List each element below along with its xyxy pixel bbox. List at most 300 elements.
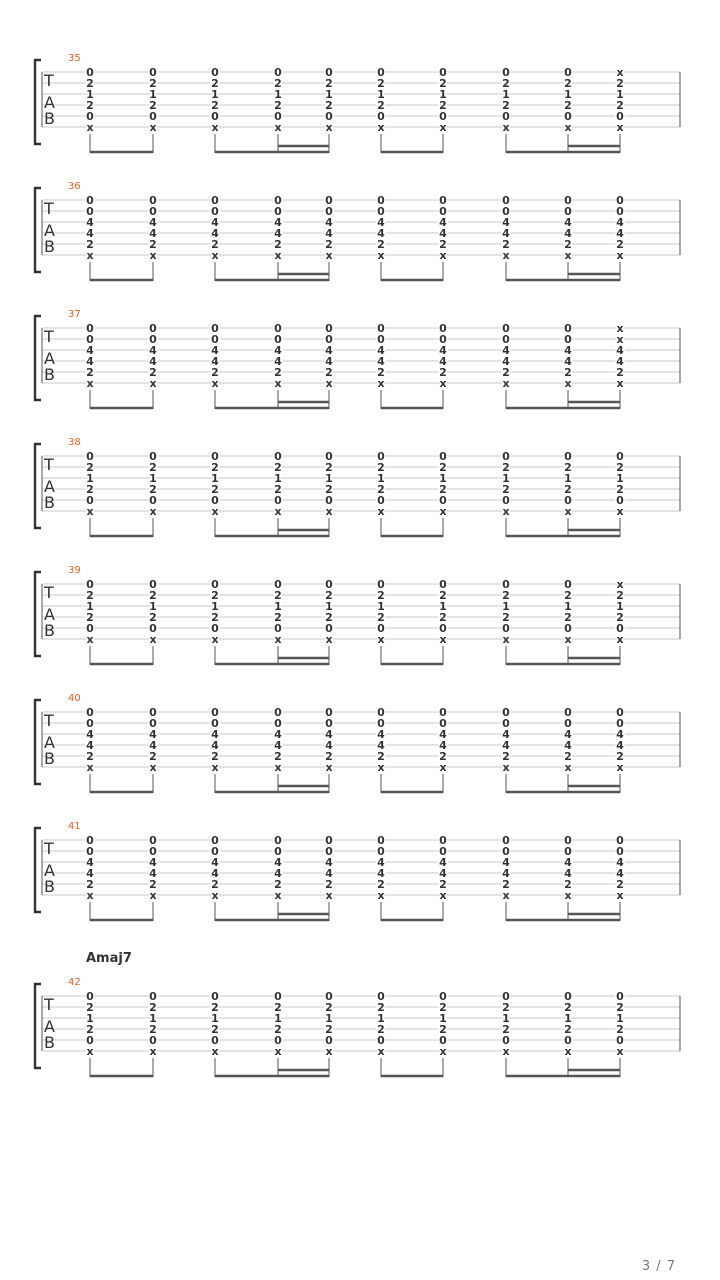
fret-number: x — [502, 249, 510, 262]
fret-number: 4 — [616, 867, 624, 880]
fret-number: 4 — [439, 728, 447, 741]
fret-number: 4 — [86, 856, 94, 869]
fret-number: 4 — [439, 344, 447, 357]
fret-number: 0 — [86, 706, 94, 719]
fret-number: 0 — [149, 322, 157, 335]
fret-number: x — [616, 761, 624, 774]
fret-number: 2 — [211, 366, 219, 379]
fret-number: x — [149, 377, 157, 390]
fret-number: 2 — [86, 611, 94, 624]
tab-clef-letter: B — [44, 877, 55, 896]
fret-number: 2 — [377, 1023, 385, 1036]
fret-number: 0 — [149, 205, 157, 218]
fret-number: x — [149, 633, 157, 646]
fret-number: x — [325, 249, 333, 262]
fret-number: 0 — [325, 110, 333, 123]
fret-number: 0 — [616, 450, 624, 463]
fret-number: 0 — [325, 706, 333, 719]
fret-number: 0 — [616, 834, 624, 847]
fret-number: 2 — [439, 611, 447, 624]
fret-number: 2 — [149, 238, 157, 251]
fret-number: x — [149, 505, 157, 518]
fret-number: 0 — [377, 706, 385, 719]
fret-number: 0 — [439, 706, 447, 719]
fret-number: 0 — [325, 66, 333, 79]
fret-number: 2 — [86, 366, 94, 379]
fret-number: x — [439, 761, 447, 774]
fret-number: 4 — [564, 856, 572, 869]
fret-number: 0 — [439, 205, 447, 218]
fret-number: x — [439, 121, 447, 134]
tab-staff — [0, 974, 720, 1102]
fret-number: 0 — [149, 494, 157, 507]
fret-number: 2 — [439, 366, 447, 379]
fret-number: 2 — [86, 461, 94, 474]
fret-number: 2 — [616, 483, 624, 496]
fret-number: 0 — [86, 1034, 94, 1047]
fret-number: 1 — [274, 1012, 282, 1025]
fret-number: 1 — [564, 472, 572, 485]
fret-number: 4 — [325, 856, 333, 869]
fret-number: 2 — [325, 589, 333, 602]
fret-number: 1 — [211, 472, 219, 485]
fret-number: x — [502, 1045, 510, 1058]
fret-number: x — [274, 377, 282, 390]
measure-number: 36 — [68, 181, 81, 192]
tab-system — [0, 306, 720, 434]
system-bracket — [35, 188, 41, 272]
fret-number: x — [564, 1045, 572, 1058]
fret-number: 2 — [502, 611, 510, 624]
fret-number: 0 — [564, 845, 572, 858]
fret-number: x — [274, 761, 282, 774]
fret-number: 2 — [86, 750, 94, 763]
chord-name: Amaj7 — [86, 951, 132, 966]
fret-number: 0 — [502, 194, 510, 207]
fret-number: 1 — [439, 472, 447, 485]
fret-number: 0 — [377, 622, 385, 635]
fret-number: 2 — [616, 878, 624, 891]
fret-number: 0 — [377, 450, 385, 463]
fret-number: 0 — [564, 110, 572, 123]
fret-number: x — [86, 249, 94, 262]
tab-system — [0, 562, 720, 690]
fret-number: x — [274, 889, 282, 902]
fret-number: x — [564, 761, 572, 774]
fret-number: 0 — [439, 66, 447, 79]
fret-number: x — [377, 249, 385, 262]
measure-number: 39 — [68, 565, 81, 576]
fret-number: 2 — [502, 878, 510, 891]
fret-number: 0 — [377, 194, 385, 207]
fret-number: 4 — [377, 355, 385, 368]
fret-number: 0 — [502, 834, 510, 847]
fret-number: x — [325, 121, 333, 134]
fret-number: 4 — [564, 227, 572, 240]
fret-number: 0 — [149, 333, 157, 346]
fret-number: x — [502, 633, 510, 646]
tab-clef-letter: B — [44, 109, 55, 128]
fret-number: 2 — [439, 238, 447, 251]
system-bracket — [35, 444, 41, 528]
fret-number: 0 — [149, 1034, 157, 1047]
fret-number: x — [86, 761, 94, 774]
fret-number: x — [149, 1045, 157, 1058]
fret-number: x — [149, 249, 157, 262]
fret-number: 0 — [439, 322, 447, 335]
fret-number: 2 — [564, 366, 572, 379]
fret-number: x — [616, 633, 624, 646]
fret-number: 4 — [502, 216, 510, 229]
fret-number: 4 — [439, 856, 447, 869]
fret-number: 2 — [325, 1001, 333, 1014]
fret-number: 2 — [274, 483, 282, 496]
fret-number: 2 — [211, 461, 219, 474]
fret-number: 4 — [149, 728, 157, 741]
fret-number: 4 — [274, 856, 282, 869]
fret-number: 0 — [616, 110, 624, 123]
fret-number: 0 — [149, 990, 157, 1003]
fret-number: 0 — [211, 717, 219, 730]
fret-number: 1 — [616, 88, 624, 101]
fret-number: x — [564, 249, 572, 262]
fret-number: x — [564, 377, 572, 390]
fret-number: 2 — [274, 238, 282, 251]
tab-clef-letter: A — [44, 605, 55, 624]
fret-number: 4 — [502, 856, 510, 869]
fret-number: x — [149, 761, 157, 774]
fret-number: 4 — [616, 355, 624, 368]
page-number: 3 / 7 — [641, 1259, 676, 1274]
fret-number: 0 — [149, 717, 157, 730]
fret-number: 2 — [502, 99, 510, 112]
fret-number: x — [439, 633, 447, 646]
fret-number: 0 — [325, 494, 333, 507]
fret-number: 0 — [377, 845, 385, 858]
fret-number: 4 — [86, 867, 94, 880]
fret-number: 4 — [502, 739, 510, 752]
fret-number: x — [439, 249, 447, 262]
fret-number: 4 — [377, 227, 385, 240]
fret-number: 0 — [616, 622, 624, 635]
fret-number: 1 — [325, 1012, 333, 1025]
fret-number: 2 — [502, 238, 510, 251]
fret-number: 1 — [377, 600, 385, 613]
fret-number: 4 — [439, 867, 447, 880]
fret-number: 0 — [325, 578, 333, 591]
tab-clef-letter: T — [44, 995, 54, 1014]
fret-number: 1 — [86, 600, 94, 613]
fret-number: 1 — [616, 472, 624, 485]
fret-number: 0 — [149, 194, 157, 207]
fret-number: x — [325, 889, 333, 902]
fret-number: x — [325, 377, 333, 390]
fret-number: 2 — [439, 1023, 447, 1036]
fret-number: x — [502, 761, 510, 774]
fret-number: 4 — [502, 227, 510, 240]
fret-number: 0 — [564, 578, 572, 591]
fret-number: 2 — [502, 77, 510, 90]
fret-number: 0 — [564, 194, 572, 207]
fret-number: 2 — [325, 1023, 333, 1036]
fret-number: 4 — [502, 344, 510, 357]
fret-number: 0 — [211, 834, 219, 847]
fret-number: 0 — [439, 450, 447, 463]
fret-number: x — [564, 121, 572, 134]
fret-number: 0 — [377, 66, 385, 79]
fret-number: 4 — [149, 216, 157, 229]
fret-number: x — [377, 633, 385, 646]
fret-number: 0 — [211, 494, 219, 507]
fret-number: 4 — [86, 227, 94, 240]
fret-number: x — [377, 889, 385, 902]
fret-number: 0 — [274, 494, 282, 507]
fret-number: 2 — [564, 878, 572, 891]
fret-number: 2 — [149, 611, 157, 624]
fret-number: 0 — [502, 450, 510, 463]
fret-number: 2 — [325, 77, 333, 90]
fret-number: 2 — [149, 1001, 157, 1014]
fret-number: 2 — [86, 1023, 94, 1036]
fret-number: x — [616, 1045, 624, 1058]
fret-number: 0 — [616, 494, 624, 507]
fret-number: 2 — [377, 878, 385, 891]
fret-number: x — [211, 1045, 219, 1058]
fret-number: 1 — [377, 88, 385, 101]
fret-number: 2 — [616, 238, 624, 251]
fret-number: 0 — [439, 494, 447, 507]
fret-number: 0 — [274, 194, 282, 207]
fret-number: 0 — [86, 205, 94, 218]
fret-number: 0 — [502, 845, 510, 858]
fret-number: 0 — [439, 845, 447, 858]
fret-number: x — [325, 505, 333, 518]
fret-number: 4 — [564, 728, 572, 741]
fret-number: x — [377, 761, 385, 774]
system-bracket — [35, 828, 41, 912]
fret-number: x — [502, 505, 510, 518]
fret-number: 1 — [325, 88, 333, 101]
fret-number: 0 — [377, 110, 385, 123]
fret-number: 0 — [502, 110, 510, 123]
measure-number: 40 — [68, 693, 81, 704]
fret-number: 2 — [502, 750, 510, 763]
fret-number: x — [439, 1045, 447, 1058]
fret-number: 2 — [211, 589, 219, 602]
fret-number: 0 — [274, 333, 282, 346]
fret-number: 2 — [149, 461, 157, 474]
fret-number: 2 — [274, 1023, 282, 1036]
fret-number: x — [377, 1045, 385, 1058]
fret-number: x — [502, 121, 510, 134]
fret-number: x — [211, 761, 219, 774]
fret-number: 0 — [211, 990, 219, 1003]
fret-number: 0 — [86, 990, 94, 1003]
fret-number: 2 — [325, 461, 333, 474]
fret-number: 2 — [439, 99, 447, 112]
fret-number: 0 — [211, 322, 219, 335]
fret-number: x — [616, 66, 624, 79]
tab-clef-letter: B — [44, 493, 55, 512]
fret-number: 0 — [377, 205, 385, 218]
fret-number: 0 — [502, 66, 510, 79]
fret-number: 0 — [274, 450, 282, 463]
fret-number: 0 — [439, 333, 447, 346]
fret-number: 0 — [564, 706, 572, 719]
fret-number: 1 — [274, 600, 282, 613]
fret-number: 0 — [274, 990, 282, 1003]
fret-number: 2 — [274, 589, 282, 602]
fret-number: 0 — [325, 845, 333, 858]
fret-number: 0 — [86, 66, 94, 79]
fret-number: 4 — [149, 856, 157, 869]
tab-system — [0, 50, 720, 178]
tab-staff — [0, 434, 720, 562]
fret-number: 1 — [439, 88, 447, 101]
fret-number: 1 — [86, 88, 94, 101]
fret-number: 4 — [149, 344, 157, 357]
fret-number: 2 — [86, 483, 94, 496]
fret-number: 4 — [377, 344, 385, 357]
fret-number: 0 — [616, 194, 624, 207]
fret-number: 2 — [377, 99, 385, 112]
fret-number: x — [439, 505, 447, 518]
fret-number: 2 — [274, 366, 282, 379]
fret-number: 2 — [616, 611, 624, 624]
fret-number: 4 — [564, 216, 572, 229]
fret-number: 2 — [325, 366, 333, 379]
fret-number: 0 — [564, 990, 572, 1003]
fret-number: 2 — [274, 77, 282, 90]
fret-number: 0 — [211, 194, 219, 207]
fret-number: 2 — [616, 77, 624, 90]
fret-number: 0 — [149, 66, 157, 79]
fret-number: 2 — [564, 589, 572, 602]
fret-number: 4 — [149, 355, 157, 368]
fret-number: x — [211, 889, 219, 902]
fret-number: 4 — [616, 856, 624, 869]
fret-number: 2 — [439, 589, 447, 602]
fret-number: 4 — [439, 227, 447, 240]
fret-number: 0 — [211, 450, 219, 463]
system-bracket — [35, 700, 41, 784]
fret-number: 2 — [86, 99, 94, 112]
fret-number: 4 — [439, 355, 447, 368]
fret-number: 0 — [274, 66, 282, 79]
fret-number: 2 — [377, 483, 385, 496]
tab-system — [0, 434, 720, 562]
tab-staff — [0, 818, 720, 946]
fret-number: 1 — [502, 600, 510, 613]
tab-clef-letter: A — [44, 1017, 55, 1036]
fret-number: 4 — [86, 355, 94, 368]
fret-number: 0 — [274, 205, 282, 218]
tab-clef-letter: B — [44, 749, 55, 768]
fret-number: 4 — [325, 355, 333, 368]
fret-number: 2 — [325, 238, 333, 251]
fret-number: 0 — [86, 622, 94, 635]
fret-number: 4 — [86, 216, 94, 229]
fret-number: 4 — [325, 227, 333, 240]
fret-number: 0 — [564, 66, 572, 79]
fret-number: 0 — [149, 834, 157, 847]
system-bracket — [35, 572, 41, 656]
fret-number: 1 — [274, 88, 282, 101]
fret-number: 0 — [86, 333, 94, 346]
fret-number: 0 — [377, 333, 385, 346]
fret-number: 0 — [274, 1034, 282, 1047]
fret-number: x — [86, 377, 94, 390]
fret-number: 2 — [564, 77, 572, 90]
fret-number: 2 — [616, 1001, 624, 1014]
fret-number: 0 — [274, 622, 282, 635]
fret-number: 1 — [274, 472, 282, 485]
fret-number: 1 — [325, 472, 333, 485]
tab-clef-letter: A — [44, 221, 55, 240]
fret-number: 2 — [325, 483, 333, 496]
fret-number: 0 — [149, 110, 157, 123]
fret-number: 2 — [502, 483, 510, 496]
fret-number: 2 — [149, 750, 157, 763]
fret-number: 0 — [439, 1034, 447, 1047]
fret-number: x — [564, 633, 572, 646]
fret-number: 4 — [564, 344, 572, 357]
fret-number: 4 — [86, 728, 94, 741]
fret-number: 4 — [211, 856, 219, 869]
fret-number: 0 — [377, 990, 385, 1003]
system-bracket — [35, 60, 41, 144]
fret-number: 4 — [616, 227, 624, 240]
fret-number: 2 — [439, 878, 447, 891]
fret-number: 2 — [325, 99, 333, 112]
fret-number: 2 — [86, 878, 94, 891]
fret-number: 2 — [274, 99, 282, 112]
fret-number: 0 — [439, 990, 447, 1003]
fret-number: 2 — [439, 750, 447, 763]
fret-number: x — [616, 333, 624, 346]
fret-number: 0 — [211, 622, 219, 635]
fret-number: 0 — [86, 578, 94, 591]
tab-clef-letter: A — [44, 733, 55, 752]
fret-number: 1 — [211, 600, 219, 613]
fret-number: 4 — [325, 344, 333, 357]
tab-staff — [0, 50, 720, 178]
system-bracket — [35, 316, 41, 400]
fret-number: 0 — [149, 450, 157, 463]
fret-number: 0 — [86, 322, 94, 335]
fret-number: 2 — [439, 461, 447, 474]
fret-number: 0 — [325, 834, 333, 847]
tab-staff — [0, 178, 720, 306]
fret-number: 4 — [616, 216, 624, 229]
fret-number: 0 — [274, 578, 282, 591]
fret-number: x — [616, 889, 624, 902]
fret-number: x — [502, 377, 510, 390]
fret-number: 0 — [86, 110, 94, 123]
fret-number: 4 — [274, 344, 282, 357]
tab-clef-letter: B — [44, 621, 55, 640]
fret-number: 0 — [325, 1034, 333, 1047]
fret-number: 0 — [616, 990, 624, 1003]
fret-number: 0 — [616, 1034, 624, 1047]
tab-clef-letter: T — [44, 327, 54, 346]
fret-number: 2 — [325, 878, 333, 891]
fret-number: x — [564, 505, 572, 518]
fret-number: 4 — [616, 728, 624, 741]
tab-clef-letter: B — [44, 365, 55, 384]
fret-number: 0 — [377, 578, 385, 591]
fret-number: 0 — [149, 622, 157, 635]
